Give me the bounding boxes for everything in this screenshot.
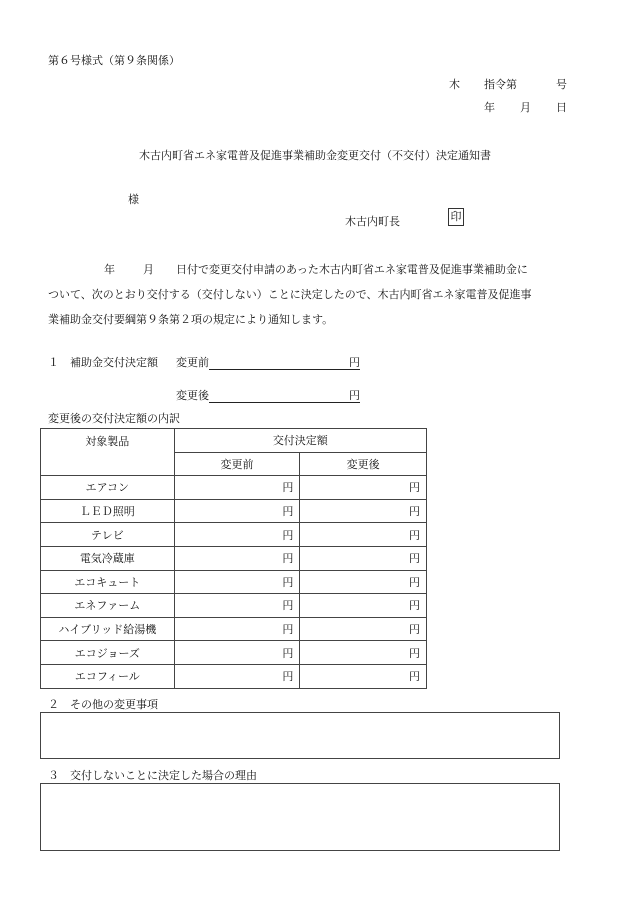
ref-prefix: 木 <box>449 78 460 91</box>
body-line-1-rest: 日付で変更交付申請のあった木古内町省エネ家電普及促進事業補助金に <box>176 263 528 276</box>
amount-after-cell[interactable]: 円 <box>300 594 427 618</box>
product-name: エコジョーズ <box>41 641 175 665</box>
amount-after-cell[interactable]: 円 <box>300 570 427 594</box>
amount-after-cell[interactable]: 円 <box>300 664 427 688</box>
table-row <box>41 476 427 500</box>
amount-before-cell[interactable]: 円 <box>174 546 300 570</box>
header-before: 変更前 <box>174 452 300 476</box>
section2-label: ２ その他の変更事項 <box>48 698 158 711</box>
amount-before-unit: 円 <box>349 356 360 369</box>
amount-before-cell[interactable]: 円 <box>174 476 300 500</box>
table-row <box>41 664 427 688</box>
table-row <box>41 546 427 570</box>
product-name: ハイブリッド給湯機 <box>41 617 175 641</box>
amount-after-unit: 円 <box>349 389 360 402</box>
product-name: エコフィール <box>41 664 175 688</box>
amount-before-cell[interactable]: 円 <box>174 664 300 688</box>
amount-before-blank <box>209 357 349 370</box>
amount-after-row <box>176 387 360 403</box>
amount-after-cell[interactable]: 円 <box>300 641 427 665</box>
ref-suffix: 号 <box>556 78 567 91</box>
sender-name: 木古内町長 <box>345 215 400 228</box>
section3-label: ３ 交付しないことに決定した場合の理由 <box>48 769 257 782</box>
amount-after-blank <box>209 390 349 403</box>
amount-before-cell[interactable]: 円 <box>174 570 300 594</box>
date-month: 月 <box>520 101 531 114</box>
table-row <box>41 594 427 618</box>
breakdown-table <box>40 428 427 689</box>
reason-box[interactable] <box>40 783 560 851</box>
body-line-3: 業補助金交付要綱第９条第２項の規定により通知します。 <box>48 313 334 326</box>
other-changes-box[interactable] <box>40 712 560 759</box>
addressee-suffix: 様 <box>128 193 139 206</box>
amount-before-label: 変更前 <box>176 356 209 369</box>
product-name: テレビ <box>41 523 175 547</box>
table-row <box>41 523 427 547</box>
table-row <box>41 570 427 594</box>
table-row <box>41 617 427 641</box>
amount-before-cell[interactable]: 円 <box>174 523 300 547</box>
body-line-2: ついて、次のとおり交付する（交付しない）ことに決定したので、木古内町省エネ家電普及促進事 <box>48 288 532 301</box>
amount-after-cell[interactable]: 円 <box>300 476 427 500</box>
table-header-row <box>41 429 427 453</box>
header-after: 変更後 <box>300 452 427 476</box>
section1-label: １ 補助金交付決定額 <box>48 356 158 369</box>
amount-before-cell[interactable]: 円 <box>174 617 300 641</box>
document-title: 木古内町省エネ家電普及促進事業補助金変更交付（不交付）決定通知書 <box>139 149 491 162</box>
notice-body <box>48 257 583 332</box>
ref-label: 指令第 <box>484 78 517 91</box>
date-year: 年 <box>484 101 495 114</box>
body-month: 月 <box>143 263 154 276</box>
breakdown-title: 変更後の交付決定額の内訳 <box>48 412 180 425</box>
table-row <box>41 641 427 665</box>
product-name: エネファーム <box>41 594 175 618</box>
form-number: 第６号様式（第９条関係） <box>48 54 180 67</box>
seal-stamp: 印 <box>448 208 464 226</box>
amount-before-cell[interactable]: 円 <box>174 594 300 618</box>
product-name: エコキュート <box>41 570 175 594</box>
body-year: 年 <box>104 263 115 276</box>
date-day: 日 <box>556 101 567 114</box>
table-row <box>41 499 427 523</box>
product-name: 電気冷蔵庫 <box>41 546 175 570</box>
amount-after-cell[interactable]: 円 <box>300 523 427 547</box>
body-line-1 <box>48 257 583 282</box>
amount-before-row <box>176 354 360 370</box>
amount-before-cell[interactable]: 円 <box>174 641 300 665</box>
header-product: 対象製品 <box>41 429 175 476</box>
amount-after-cell[interactable]: 円 <box>300 546 427 570</box>
amount-after-cell[interactable]: 円 <box>300 617 427 641</box>
amount-after-cell[interactable]: 円 <box>300 499 427 523</box>
product-name: ＬＥＤ照明 <box>41 499 175 523</box>
amount-after-label: 変更後 <box>176 389 209 402</box>
amount-before-cell[interactable]: 円 <box>174 499 300 523</box>
product-name: エアコン <box>41 476 175 500</box>
header-amount: 交付決定額 <box>174 429 426 453</box>
